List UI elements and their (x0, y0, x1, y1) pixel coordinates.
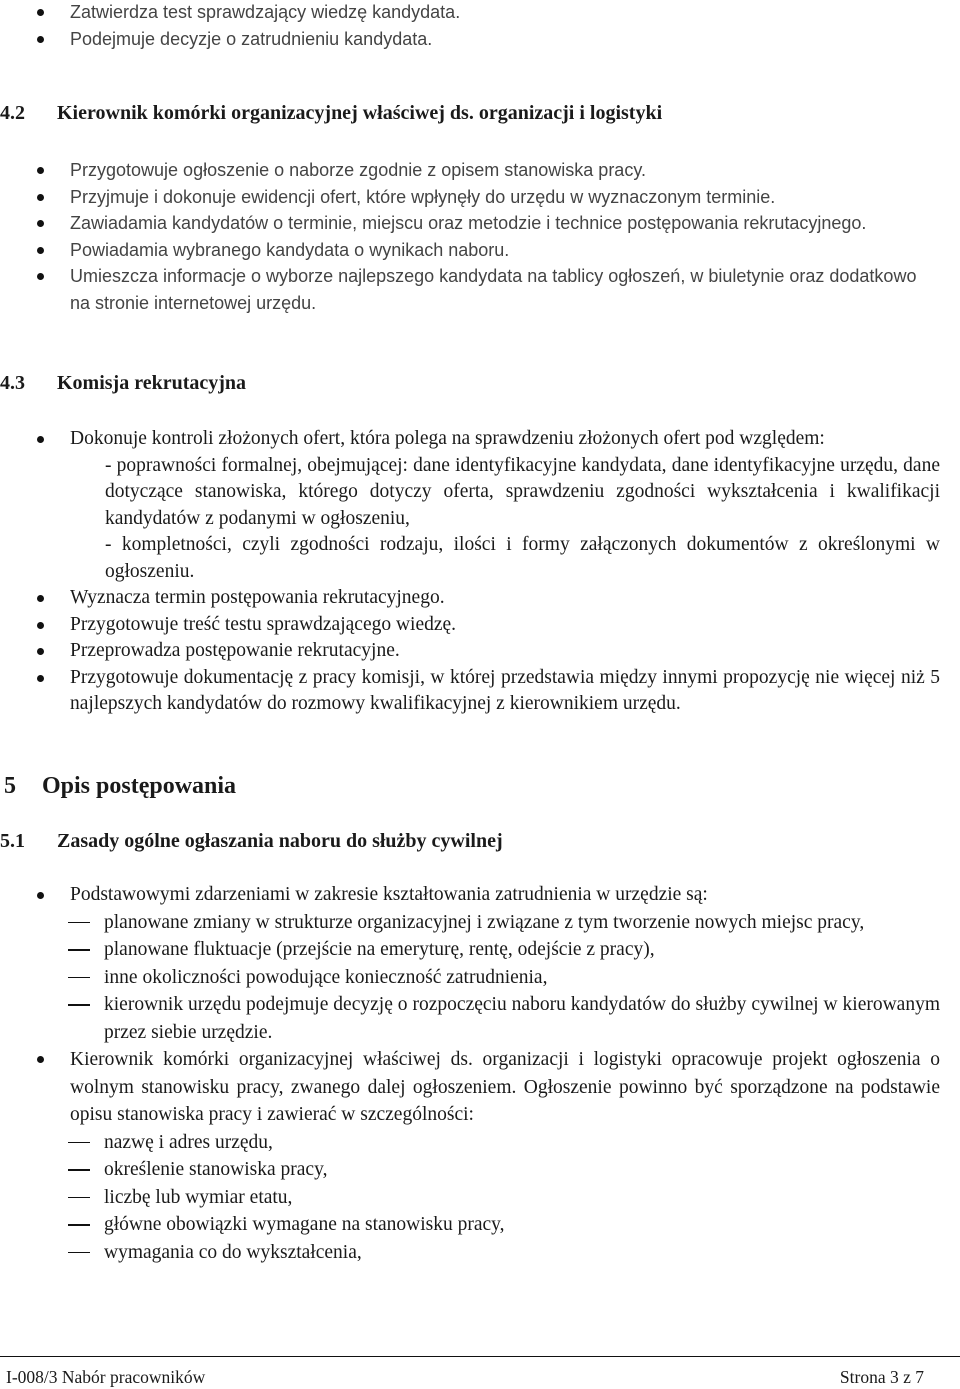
bullet-icon (37, 675, 44, 682)
bullet-icon (37, 436, 44, 443)
page-footer (0, 1356, 960, 1387)
dash-icon (68, 949, 90, 951)
dash-item: nazwę i adres urzędu, (0, 1129, 940, 1157)
list-item: Przeprowadza postępowanie rekrutacyjne. (0, 638, 940, 665)
dash-icon (68, 1142, 90, 1144)
bullet-icon (37, 1056, 44, 1063)
list-item: Podstawowymi zdarzeniami w zakresie kształtowania zatrudnienia w urzędzie są: (0, 882, 940, 909)
list-item: Przyjmuje i dokonuje ewidencji ofert, które wpłynęły do urzędu w wyznaczonym terminie. (0, 184, 940, 211)
bullet-icon (37, 595, 44, 602)
list-item: Wyznacza termin postępowania rekrutacyjnego. (0, 585, 940, 612)
dash-icon (68, 1224, 90, 1226)
list-item: Kierownik komórki organizacyjnej właściwej ds. organizacji i logistyki opracowuje projekt ogłoszenia o wolnym stanowisku pracy, zwanego dalej ogłoszeniem. Ogłoszenie powinno być sporządzone na podstawie opisu stanowiska pracy i zawierać w szczególności: (0, 1046, 940, 1129)
sub-item: - poprawności formalnej, obejmującej: dane identyfikacyjne kandydata, dane identyfikacyjne urzędu, dane dotyczące stanowiska, którego dotyczy oferta, sprawdzeniu zgodności wykształcenia i kwalifikacji kandydatów z podanymi w ogłoszeniu, (105, 454, 940, 529)
dash-icon (68, 977, 90, 979)
footer-document-id: I-008/3 Nabór pracowników (6, 1367, 206, 1387)
intro-list (0, 0, 960, 52)
dash-item: liczbę lub wymiar etatu, (0, 1184, 940, 1212)
sub-item: - kompletności, czyli zgodności rodzaju, ilości i formy załączonych dokumentów z określonymi w ogłoszeniu. (105, 534, 940, 582)
section-4-2-list (0, 157, 960, 316)
dash-icon (68, 922, 90, 924)
dash-item: określenie stanowiska pracy, (0, 1156, 940, 1184)
bullet-icon (37, 622, 44, 629)
dash-item: kierownik urzędu podejmuje decyzję o rozpoczęciu naboru kandydatów do służby cywilnej w kierowanym przez siebie urzędzie. (0, 991, 940, 1046)
bullet-icon (37, 167, 44, 174)
dash-icon (68, 1197, 90, 1199)
list-item: Umieszcza informacje o wyborze najlepszego kandydata na tablicy ogłoszeń, w biuletynie oraz dodatkowo na stronie internetowej urzędu. (0, 263, 940, 316)
list-item: Powiadamia wybranego kandydata o wynikach naboru. (0, 237, 940, 264)
dash-item: planowane fluktuacje (przejście na emeryturę, rentę, odejście z pracy), (0, 936, 940, 964)
section-5-1-list (0, 882, 960, 1266)
bullet-icon (37, 892, 44, 899)
bullet-icon (37, 648, 44, 655)
list-item: Dokonuje kontroli złożonych ofert, która polega na sprawdzeniu złożonych ofert pod względem: (0, 426, 940, 453)
list-item: Przygotowuje dokumentację z pracy komisji, w której przedstawia między innymi propozycję nie więcej niż 5 najlepszych kandydatów do rozmowy kwalifikacyjnej z kierownikiem urzędu. (0, 665, 940, 718)
bullet-icon (37, 9, 44, 16)
dash-item: wymagania co do wykształcenia, (0, 1239, 940, 1267)
footer-page-number: Strona 3 z 7 (839, 1367, 924, 1387)
bullet-icon (37, 247, 44, 254)
bullet-icon (37, 273, 44, 280)
list-item: Zatwierdza test sprawdzający wiedzę kandydata. (0, 0, 940, 26)
list-item: Zawiadamia kandydatów o terminie, miejscu oraz metodzie i technice postępowania rekrutacyjnego. (0, 210, 940, 237)
section-4-3-list (0, 426, 960, 718)
bullet-icon (37, 220, 44, 227)
document-page: Zatwierdza test sprawdzający wiedzę kandydata. Podejmuje decyzje o zatrudnieniu kandydata. 4.2 Kierownik komórki organizacyjnej właściwej ds. organizacji i logistyki Przygotowuje ogłoszenie o naborze zgodnie z opisem stanowiska pracy. Przyjmuje i dokonuje ewidencji ofert, które wpłynęły do urzędu w wyznaczonym terminie. Zawiadamia kandydatów o terminie, miejscu oraz metodzie i technice postępowania rekrutacyjnego. Powiadamia wybranego kandydata o wynikach naboru. Umieszcza informacje o wyborze najlepszego kandydata na tablicy ogłoszeń, w biuletynie oraz dodatkowo na stronie internetowej urzędu. 4.3 Komisja rekrutacyjna Dokonuje kontroli złożonych ofert, która polega na sprawdzeniu złożonych ofert pod względem: - poprawności formalnej, obejmującej: dane identyfikacyjne kandydata, dane identyfikacyjne urzędu, dane dotyczące stanowiska, którego dotyczy oferta, sprawdzeniu zgodności wykształcenia i kwalifikacji kandydatów z podanymi w ogłoszeniu, - kompletności, czyli zgodności rodzaju, ilości i formy załączonych dokumentów z określonymi w ogłoszeniu. Wyznacza termin postępowania rekrutacyjnego. Przygotowuje treść testu sprawdzającego wiedzę. Przeprowadza postępowanie rekrutacyjne. Przygotowuje dokumentację z pracy komisji, w której przedstawia między innymi propozycję nie więcej niż 5 najlepszych kandydatów do rozmowy kwalifikacyjnej z kierownikiem urzędu. 5 Opis postępowania 5.1 Zasady ogólne ogłaszania naboru do służby cywilnej Podstawowymi zdarzeniami w zakresie kształtowania zatrudnienia w urzędzie są: planowane zmiany w strukturze organizacyjnej i związane z tym tworzenie nowych miejsc pracy, planowane fluktuacje (przejście na emeryturę, rentę, odejście z pracy), inne okoliczności powodujące konieczność zatrudnienia, kierownik urzędu podejmuje decyzję o rozpoczęciu naboru kandydatów do służby cywilnej w kierowanym przez siebie urzędzie. Kierownik komórki organizacyjnej właściwej ds. organizacji i logistyki opracowuje projekt ogłoszenia o wolnym stanowisku pracy, zwanego dalej ogłoszeniem. Ogłoszenie powinno być sporządzone na podstawie opisu stanowiska pracy i zawierać w szczególności: nazwę i adres urzędu, określenie stanowiska pracy, liczbę lub wymiar etatu, główne obowiązki wymagane na stanowisku pracy, wymagania co do wykształcenia, I-008/3 Nabór pracowników Strona 3 z 7 (0, 0, 960, 1389)
bullet-icon (37, 194, 44, 201)
bullet-icon (37, 36, 44, 43)
dash-item: inne okoliczności powodujące konieczność zatrudnienia, (0, 964, 940, 992)
list-item: Podejmuje decyzje o zatrudnieniu kandydata. (0, 26, 940, 53)
list-item: Przygotowuje ogłoszenie o naborze zgodnie z opisem stanowiska pracy. (0, 157, 940, 184)
dash-icon (68, 1252, 90, 1254)
dash-icon (68, 1004, 90, 1006)
list-item: Przygotowuje treść testu sprawdzającego wiedzę. (0, 612, 940, 639)
dash-icon (68, 1169, 90, 1171)
dash-item: planowane zmiany w strukturze organizacyjnej i związane z tym tworzenie nowych miejsc pracy, (0, 909, 940, 937)
dash-item: główne obowiązki wymagane na stanowisku pracy, (0, 1211, 940, 1239)
